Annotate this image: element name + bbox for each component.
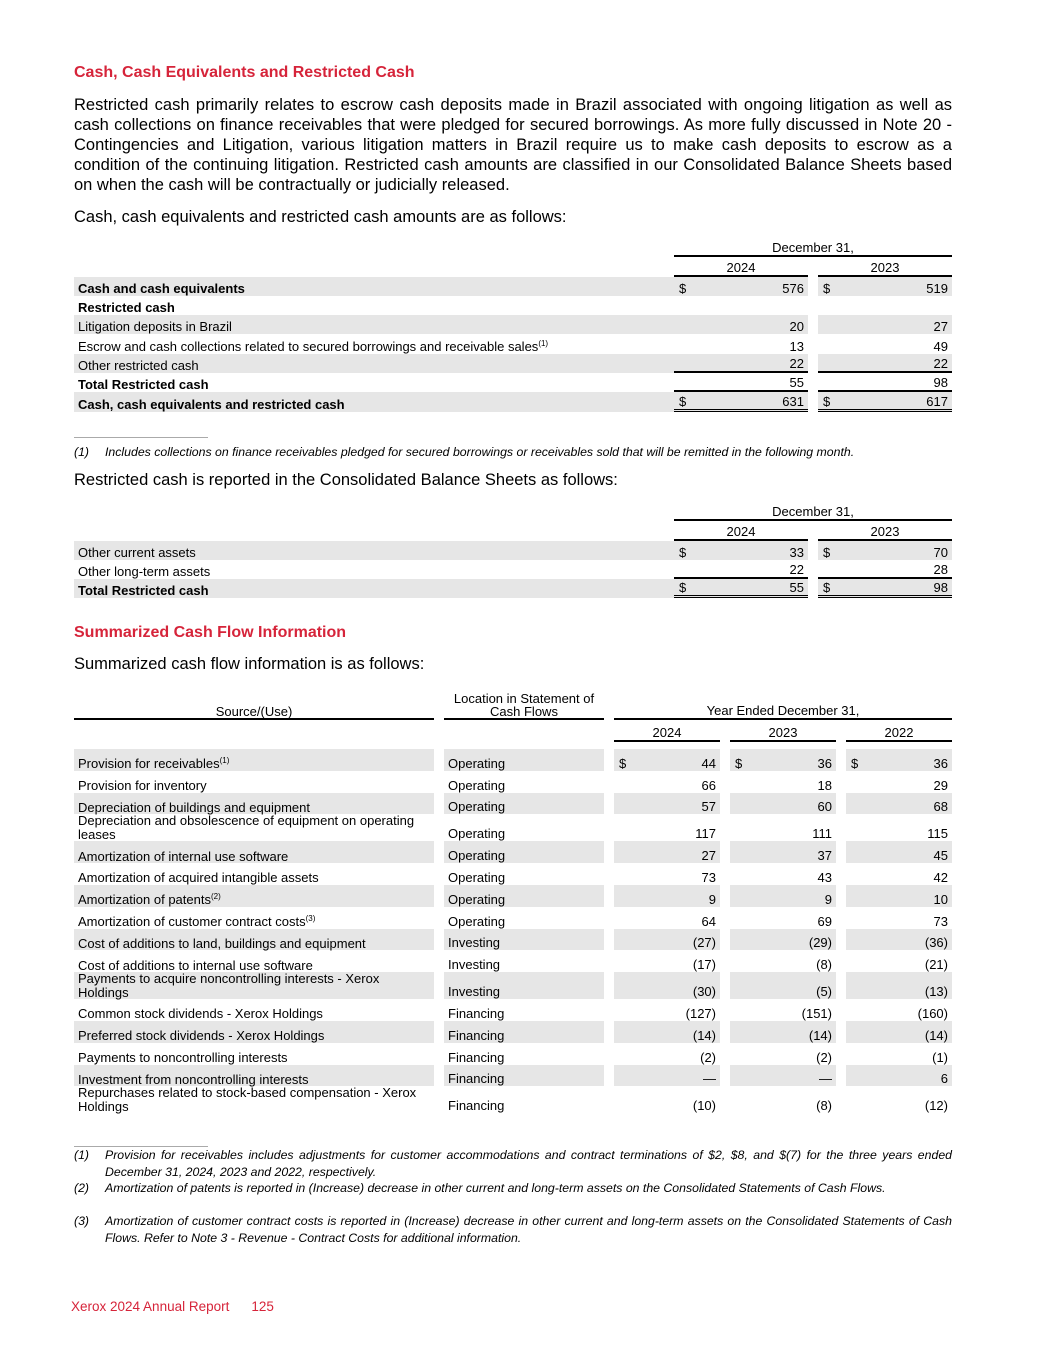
table-row: Litigation deposits in Brazil 20 27 bbox=[74, 315, 952, 334]
footnote-3: (3) Amortization of customer contract costs is reported in (Increase) decrease in other current and long-term assets on the Consolidated Statements of Cash Flows. Refer to Note 3 - Revenue - Contract Costs for additional information. bbox=[74, 1214, 952, 1245]
table-row: Provision for inventory Operating 66 18 29 bbox=[78, 777, 948, 794]
table-row: Restricted cash bbox=[78, 300, 175, 316]
year-header: 2023 bbox=[818, 257, 952, 276]
cash-table bbox=[74, 238, 952, 412]
year-header: 2022 bbox=[846, 720, 952, 742]
table-row: Total Restricted cash $ 55 $ 98 bbox=[74, 579, 952, 598]
footnote: (1) Includes collections on finance receivables pledged for secured borrowings or receivables sold that will be remitted in the following month. bbox=[74, 445, 855, 459]
table-row: Payments to noncontrolling interests Financing (2) (2) (1) bbox=[78, 1049, 948, 1066]
footnote-1: (1) Provision for receivables includes adjustments for customer accommodations and contract terminations of $2, $8, and $(7) for the three years ended December 31, 2024, 2023 and 2022, respectively. bbox=[74, 1148, 952, 1179]
table-row: Cost of additions to internal use software Investing (17) (8) (21) bbox=[78, 957, 948, 973]
table-row: Investment from noncontrolling interests Financing — — 6 bbox=[74, 1065, 952, 1087]
cash-flow-table bbox=[74, 692, 952, 742]
footnote-rule bbox=[74, 437, 208, 438]
report-title: Xerox 2024 Annual Report bbox=[71, 1299, 230, 1314]
period-header: December 31, bbox=[674, 502, 952, 521]
table-row: Depreciation of buildings and equipment Operating 57 60 68 bbox=[74, 793, 952, 815]
table-row: Cash and cash equivalents $ 576 $ 519 bbox=[74, 277, 952, 296]
year-header: 2024 bbox=[674, 257, 808, 276]
table-row: Total Restricted cash 55 98 bbox=[74, 373, 952, 392]
cash-table-intro: Cash, cash equivalents and restricted cash amounts are as follows: bbox=[74, 208, 567, 226]
page-number: 125 bbox=[251, 1299, 274, 1314]
table-row: Other restricted cash 22 22 bbox=[74, 354, 952, 373]
period-header: December 31, bbox=[674, 238, 952, 257]
restricted-cash-paragraph: Restricted cash primarily relates to escrow cash deposits made in Brazil associated with ongoing litigation as well as cash collections on finance receivables that were pledged for secured borrowings. As more fully discussed in Note 20 - Contingencies and Litigation, various litigation matters in Brazil require us to make cash deposits to escrow as a condition of the continuing litigation. Restricted cash amounts are classified in our Consolidated Balance Sheets based on when the cash will be contractually or judicially released. bbox=[74, 96, 952, 194]
page-footer bbox=[71, 1299, 274, 1314]
section-heading-cash-flow: Summarized Cash Flow Information bbox=[74, 624, 347, 641]
table-row: Amortization of patents$^{(2)}$ Operating 9 9 10 bbox=[74, 885, 952, 907]
restricted-cash-table bbox=[74, 502, 952, 598]
table-row: Amortization of acquired intangible assets Operating 73 43 42 bbox=[78, 869, 948, 886]
restricted-table-intro: Restricted cash is reported in the Consolidated Balance Sheets as follows: bbox=[74, 471, 618, 489]
table-row: Preferred stock dividends - Xerox Holdings Financing (14) (14) (14) bbox=[74, 1021, 952, 1043]
year-header: 2024 bbox=[674, 521, 808, 540]
table-row: Amortization of customer contract costs$^{(3)}$ Operating 64 69 73 bbox=[78, 913, 948, 930]
table-row: Amortization of internal use software Operating 27 37 45 bbox=[74, 841, 952, 863]
table-row: Cash, cash equivalents and restricted cash $ 631 $ 617 bbox=[74, 392, 952, 411]
footnote-2: (2) Amortization of patents is reported in (Increase) decrease in other current and long-term assets on the Consolidated Statements of Cash Flows. bbox=[74, 1181, 886, 1195]
year-header: 2023 bbox=[818, 521, 952, 540]
table-row: Other long-term assets 22 28 bbox=[74, 560, 952, 579]
table-row: Repurchases related to stock-based compensation - Xerox Holdings Financing (10) (8) (12) bbox=[78, 1085, 948, 1114]
table-row: Common stock dividends - Xerox Holdings Financing (127) (151) (160) bbox=[78, 1005, 948, 1022]
section-heading-cash: Cash, Cash Equivalents and Restricted Cash bbox=[74, 64, 415, 81]
table-row: Cost of additions to land, buildings and equipment Investing (27) (29) (36) bbox=[74, 929, 952, 951]
year-header: 2023 bbox=[730, 720, 836, 742]
table-row: Escrow and cash collections related to secured borrowings and receivable sales$^{(1)}$ 13 49 bbox=[78, 338, 948, 354]
cash-flow-intro: Summarized cash flow information is as follows: bbox=[74, 655, 425, 673]
table-row: Provision for receivables$^{(1)}$ Operating $ 44 $ 36 $ 36 bbox=[74, 749, 952, 771]
table-row: Payments to acquire noncontrolling interests - Xerox Holdings Investing (30) (5) (13) bbox=[74, 972, 952, 999]
period-header: Year Ended December 31, bbox=[614, 692, 952, 720]
col-location: Location in Statement of Cash Flows bbox=[444, 692, 604, 720]
cash-flow-table-body bbox=[74, 749, 952, 1113]
year-header: 2024 bbox=[614, 720, 720, 742]
col-source: Source/(Use) bbox=[74, 692, 434, 720]
table-row: Depreciation and obsolescence of equipment on operating leases Operating 117 111 115 bbox=[78, 813, 948, 842]
table-row: Other current assets $ 33 $ 70 bbox=[74, 541, 952, 560]
